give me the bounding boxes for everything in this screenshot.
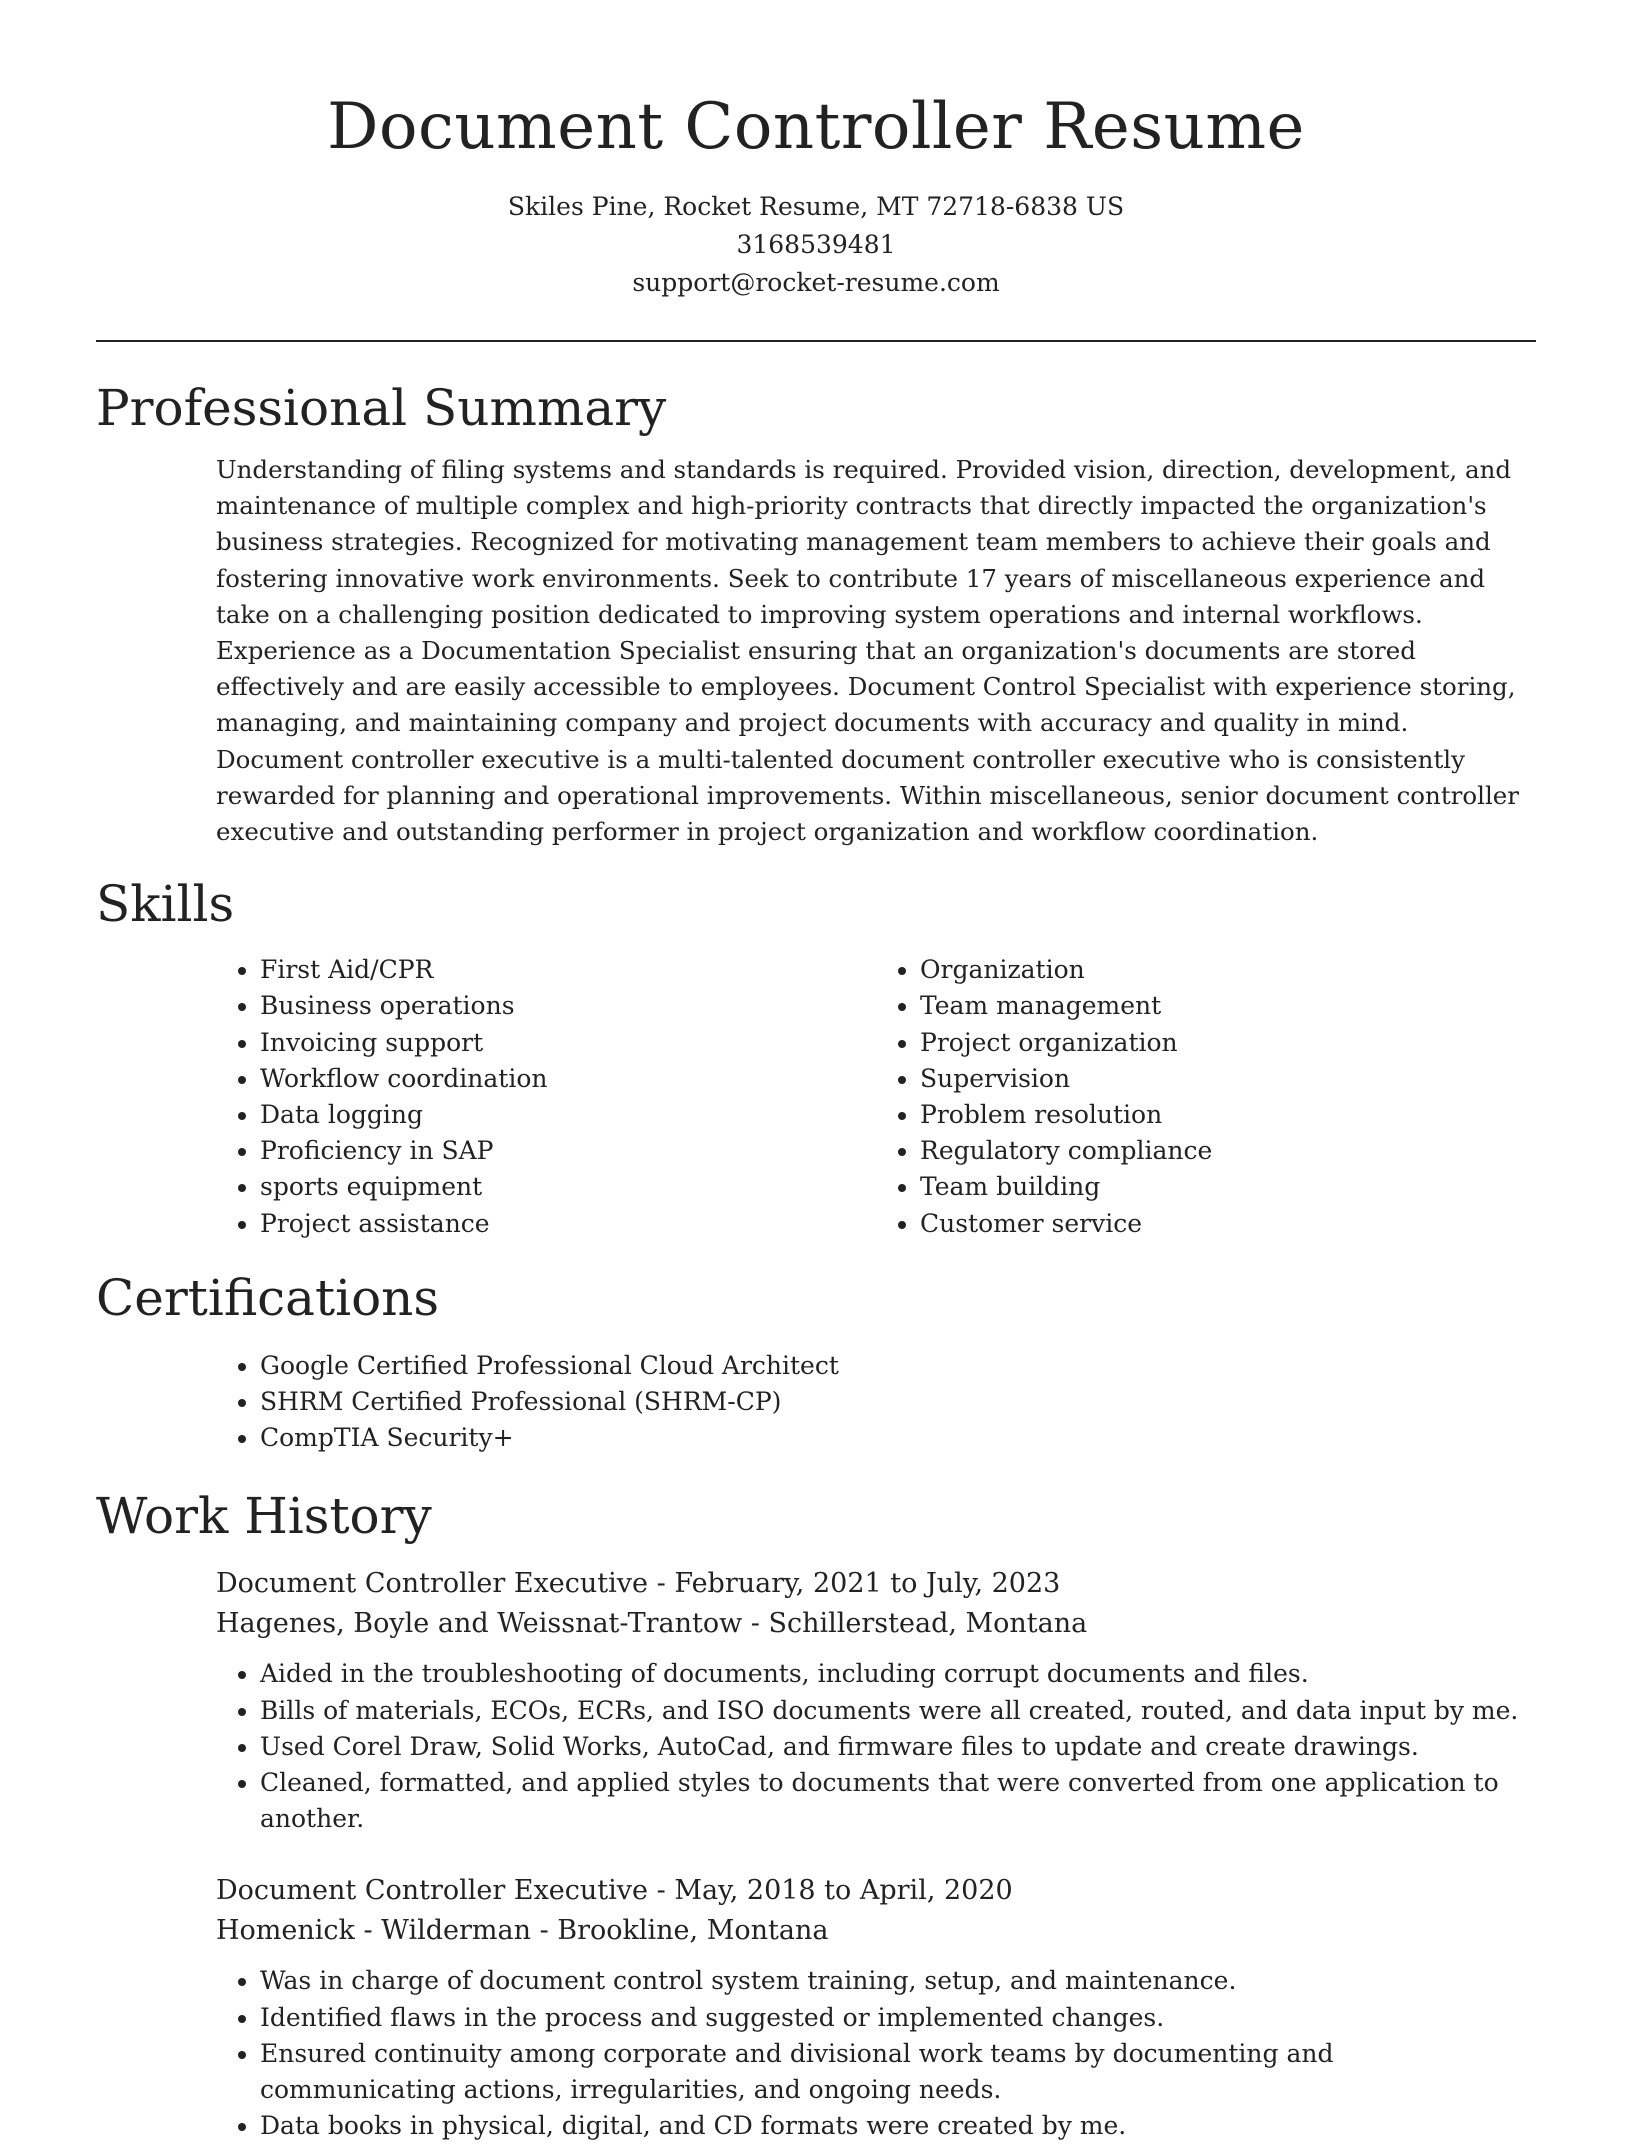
- contact-email: support@rocket-resume.com: [632, 268, 1000, 297]
- job-duty-item: • Bills of materials, ECOs, ECRs, and ISO documents were all created, routed, and data input by me.: [260, 1693, 1536, 1729]
- certification-item: • Google Certified Professional Cloud Architect: [260, 1348, 1536, 1384]
- professional-summary-text: Understanding of filing systems and standards is required. Provided vision, direction, development, and maintenance of multiple complex and high-priority contracts that directly impacted the organization's business strategies. Recognized for motivating management team members to achieve their goals and fostering innovative work environments. Seek to contribute 17 years of miscellaneous experience and take on a challenging position dedicated to improving system operations and internal workflows. Experience as a Documentation Specialist ensuring that an organization's documents are stored effectively and are easily accessible to employees. Document Control Specialist with experience storing, managing, and maintaining company and project documents with accuracy and quality in mind. Document controller executive is a multi-talented document controller executive who is consistently rewarded for planning and operational improvements. Within miscellaneous, senior document controller executive and outstanding performer in project organization and workflow coordination.: [216, 455, 1520, 847]
- skill-item: • Problem resolution: [920, 1097, 1536, 1133]
- job-duty-item: • Was in charge of document control system training, setup, and maintenance.: [260, 1963, 1536, 1999]
- job-duty-item: • Aided in the troubleshooting of documents, including corrupt documents and files.: [260, 1656, 1536, 1692]
- job-title-line: Document Controller Executive - May, 2018 to April, 2020: [216, 1875, 1013, 1907]
- skill-item: • sports equipment: [260, 1169, 876, 1205]
- skills-section: [96, 872, 1536, 1242]
- resume-page: [96, 0, 1536, 2145]
- job-duties-list: [216, 1656, 1536, 1837]
- skill-item: • Project organization: [920, 1025, 1536, 1061]
- job-dates: February, 2021 to July, 2023: [674, 1568, 1061, 1600]
- job-company-line: Homenick - Wilderman - Brookline, Montana: [216, 1915, 829, 1947]
- certifications-list: [216, 1348, 1536, 1457]
- skills-columns: [216, 952, 1536, 1242]
- skill-item: • Business operations: [260, 988, 876, 1024]
- professional-summary-section: [96, 376, 1536, 850]
- skills-list-right: [876, 952, 1536, 1242]
- job-entry: [216, 1871, 1536, 2144]
- skill-item: • Workflow coordination: [260, 1061, 876, 1097]
- certifications-heading: Certifications: [96, 1268, 440, 1327]
- certification-item: • SHRM Certified Professional (SHRM-CP): [260, 1384, 1536, 1420]
- skill-item: • Data logging: [260, 1097, 876, 1133]
- job-company: Homenick - Wilderman: [216, 1915, 531, 1947]
- resume-header: [96, 0, 1536, 302]
- job-entry: [216, 1564, 1536, 1837]
- skills-list-left: [216, 952, 876, 1242]
- skill-item: • Organization: [920, 952, 1536, 988]
- skill-item: • Supervision: [920, 1061, 1536, 1097]
- skill-item: • Invoicing support: [260, 1025, 876, 1061]
- skills-heading: Skills: [96, 875, 235, 934]
- skill-item: • Customer service: [920, 1206, 1536, 1242]
- job-location: Schillerstead, Montana: [768, 1608, 1088, 1640]
- job-duties-list: [216, 1963, 1536, 2144]
- job-title-line: Document Controller Executive - February, 2021 to July, 2023: [216, 1568, 1061, 1600]
- contact-phone: 3168539481: [736, 230, 896, 259]
- skill-item: • Team management: [920, 988, 1536, 1024]
- document-title: Document Controller Resume: [327, 90, 1305, 164]
- skill-item: • Proficiency in SAP: [260, 1133, 876, 1169]
- skill-item: • Team building: [920, 1169, 1536, 1205]
- professional-summary-heading: Professional Summary: [96, 379, 667, 437]
- header-divider: [96, 340, 1536, 342]
- work-history-section: [96, 1484, 1536, 2144]
- job-duty-item: • Cleaned, formatted, and applied styles to documents that were converted from one application to another.: [260, 1765, 1536, 1837]
- certifications-section: [96, 1266, 1536, 1457]
- skill-item: • First Aid/CPR: [260, 952, 876, 988]
- job-title: Document Controller Executive: [216, 1568, 649, 1600]
- job-duty-item: • Used Corel Draw, Solid Works, AutoCad, and firmware files to update and create drawings.: [260, 1729, 1536, 1765]
- skill-item: • Regulatory compliance: [920, 1133, 1536, 1169]
- job-dates: May, 2018 to April, 2020: [674, 1875, 1013, 1907]
- skill-item: • Project assistance: [260, 1206, 876, 1242]
- job-title: Document Controller Executive: [216, 1875, 649, 1907]
- job-duty-item: • Ensured continuity among corporate and divisional work teams by documenting and communicating actions, irregularities, and ongoing needs.: [260, 2036, 1536, 2108]
- job-duty-item: • Data books in physical, digital, and CD formats were created by me.: [260, 2108, 1536, 2144]
- certification-item: • CompTIA Security+: [260, 1420, 1536, 1456]
- job-company: Hagenes, Boyle and Weissnat-Trantow: [216, 1608, 743, 1640]
- job-location: Brookline, Montana: [557, 1915, 829, 1947]
- job-duty-item: • Identified flaws in the process and suggested or implemented changes.: [260, 2000, 1536, 2036]
- contact-address: Skiles Pine, Rocket Resume, MT 72718-6838 US: [507, 192, 1125, 221]
- work-history-heading: Work History: [96, 1487, 432, 1546]
- job-company-line: Hagenes, Boyle and Weissnat-Trantow - Schillerstead, Montana: [216, 1608, 1088, 1640]
